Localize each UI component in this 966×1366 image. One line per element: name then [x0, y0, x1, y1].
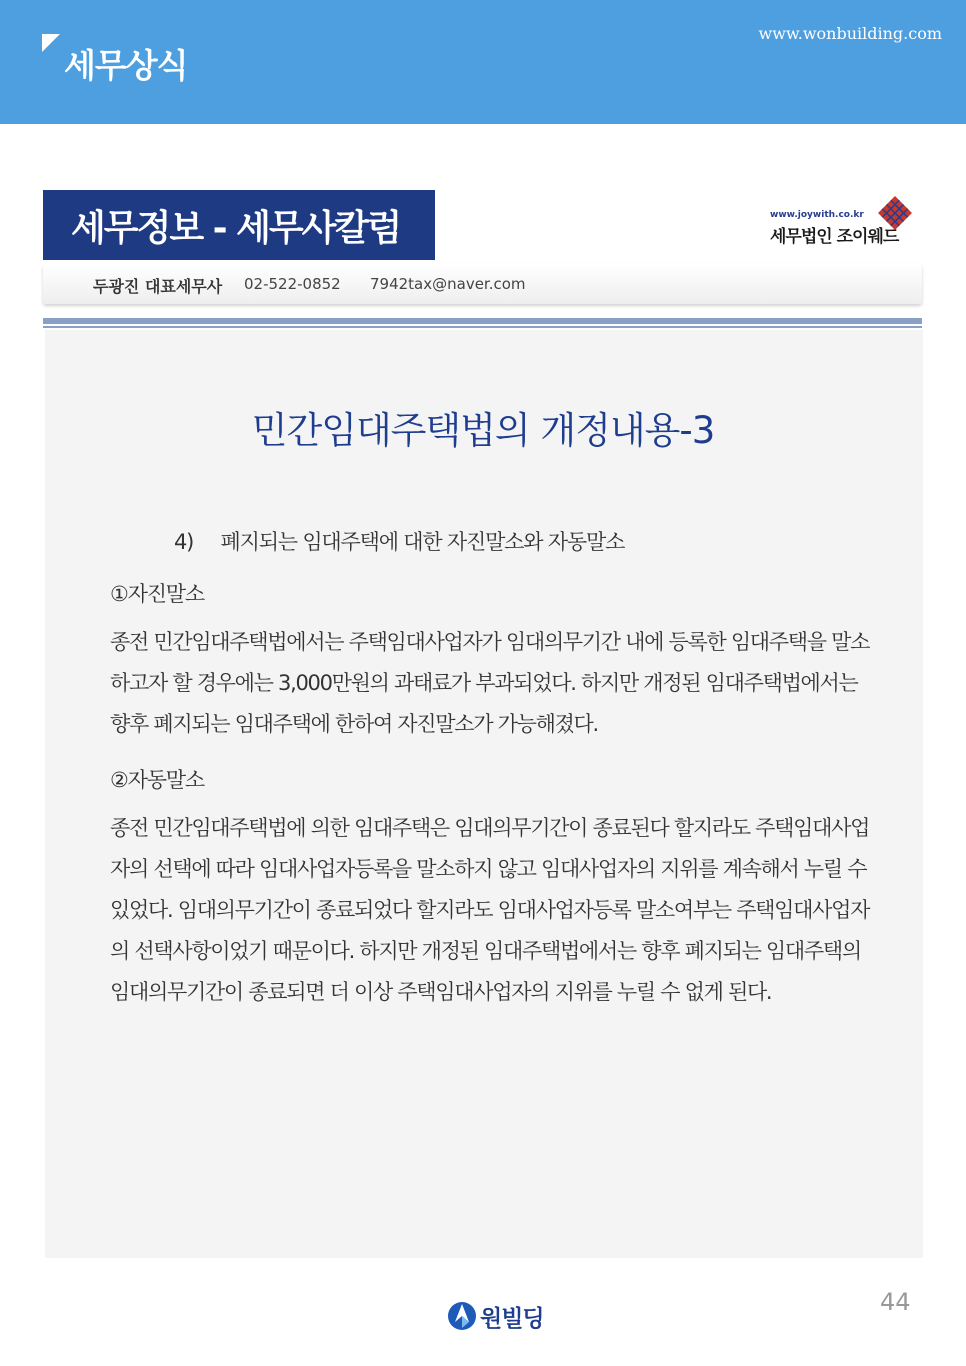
paragraph-line: 종전 민간임대주택법에 의한 임대주택은 임대의무기간이 종료된다 할지라도 주택임대사업 [110, 816, 870, 840]
paragraph-line: 종전 민간임대주택법에서는 주택임대사업자가 임대의무기간 내에 등록한 임대주택을 말소 [110, 630, 870, 654]
column-title-box [43, 190, 435, 260]
paragraph-line: 의 선택사항이었기 때문이다. 하지만 개정된 임대주택법에서는 향후 폐지되는 임대주택의 [110, 939, 861, 963]
site-url[interactable]: www.wonbuilding.com [758, 24, 942, 43]
paragraph-line: 향후 폐지되는 임대주택에 한하여 자진말소가 가능해졌다. [110, 712, 598, 736]
author-phone[interactable]: 02-522-0852 [244, 275, 341, 293]
author-email[interactable]: 7942tax@naver.com [370, 275, 526, 293]
paragraph-automatic [110, 808, 870, 1013]
corner-mark-icon [42, 34, 60, 52]
contact-bar [43, 264, 922, 304]
diamond-grid-icon [874, 194, 916, 232]
paragraph-line: 하고자 할 경우에는 3,000만원의 과태료가 부과되었다. 하지만 개정된 임대주택법에서는 [110, 671, 858, 695]
column-title: 세무정보 - 세무사칼럼 [71, 207, 400, 249]
logo-name: 세무법인 조이웨드 [770, 227, 899, 247]
paragraph-line: 있었다. 임대의무기간이 종료되었다 할지라도 임대사업자등록 말소여부는 주택임대사업자 [110, 898, 870, 922]
divider-thin [43, 326, 922, 328]
footer-brand-name: 원빌딩 [480, 1306, 544, 1332]
paragraph-line: 자의 선택에 따라 임대사업자등록을 말소하지 않고 임대사업자의 지위를 계속해서 누릴 수 [110, 857, 867, 881]
subheading-voluntary-cancellation: ①자진말소 [110, 582, 204, 606]
paragraph-voluntary [110, 622, 870, 745]
logo-url: www.joywith.co.kr [770, 210, 864, 220]
paragraph-line: 임대의무기간이 종료되면 더 이상 주택임대사업자의 지위를 누릴 수 없게 된다. [110, 980, 772, 1004]
page-number: 44 [880, 1288, 911, 1316]
subheading-automatic-cancellation: ②자동말소 [110, 768, 204, 792]
section-title: 세무상식 [64, 46, 188, 85]
wonbuilding-logo-icon [446, 1298, 478, 1334]
author-name: 두광진 대표세무사 [93, 277, 223, 296]
section-heading-4: 4) 폐지되는 임대주택에 대한 자진말소와 자동말소 [174, 530, 625, 554]
divider-thick [43, 318, 922, 324]
document-title: 민간임대주택법의 개정내용-3 [251, 409, 715, 452]
content-panel [45, 330, 923, 1258]
firm-logo [770, 194, 920, 250]
page-header [0, 0, 966, 124]
